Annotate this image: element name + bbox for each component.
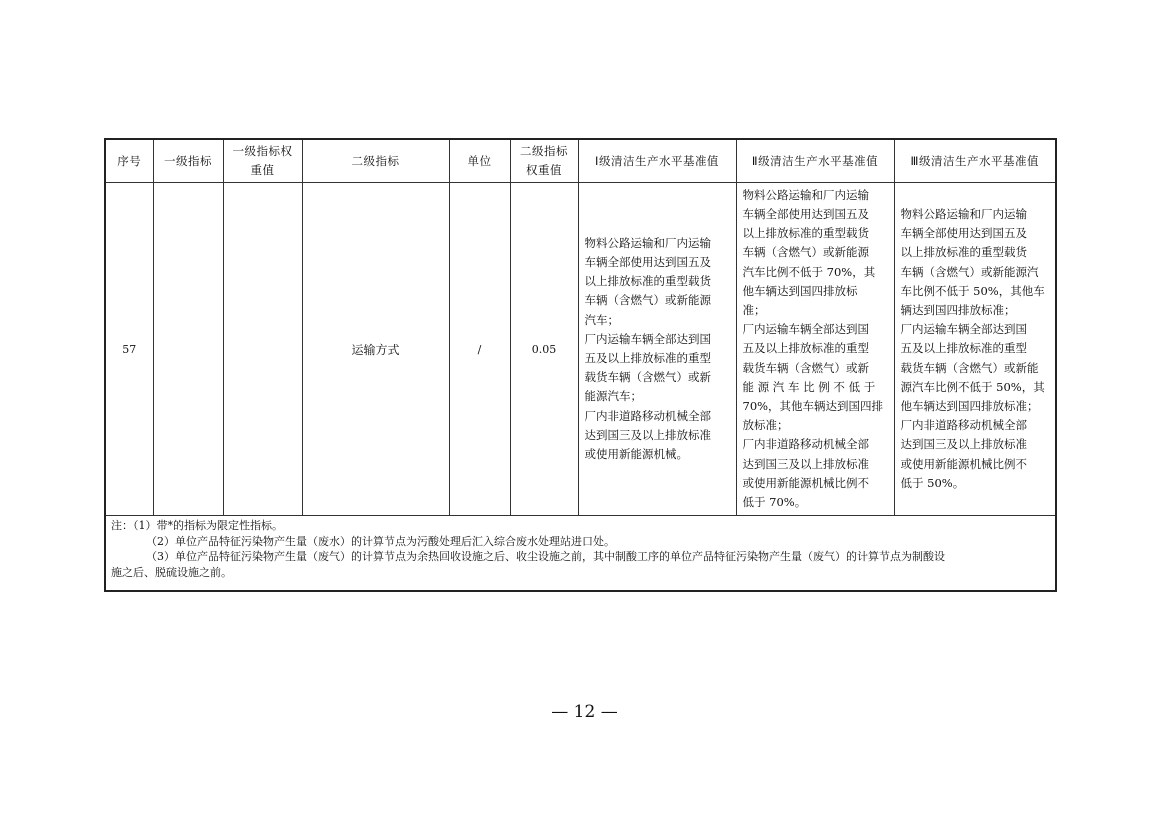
criteria-line: 厂内运输车辆全部达到国 — [900, 322, 1027, 337]
criteria-line: 厂内非道路移动机械全部 — [900, 418, 1027, 433]
criteria-line: 能 源 汽 车 比 例 不 低 于 — [742, 379, 876, 394]
criteria-line: 达到国三及以上排放标准 — [900, 437, 1027, 452]
note-line: 施之后、脱硫设施之前。 — [111, 565, 232, 579]
page-number: — 12 — — [551, 702, 618, 722]
grade3-criteria — [894, 183, 1056, 516]
criteria-line: 以上排放标准的重型载货 — [900, 245, 1027, 260]
header-level2-weight: 二级指标 权重值 — [510, 139, 578, 183]
criteria-line: 五及以上排放标准的重型 — [900, 341, 1027, 356]
header-level1-weight: 一级指标权 重值 — [223, 139, 302, 183]
notes — [105, 516, 1056, 592]
row-level2-weight: 0.05 — [510, 183, 578, 516]
criteria-line: 车辆（含燃气）或新能源 — [584, 293, 711, 308]
criteria-line: 车辆全部使用达到国五及 — [900, 226, 1027, 241]
criteria-line: 或使用新能源机械。 — [584, 447, 688, 462]
criteria-line: 载货车辆（含燃气）或新 — [584, 370, 711, 385]
row-unit: / — [449, 183, 510, 516]
standards-table — [104, 138, 1057, 592]
criteria-line: 达到国三及以上排放标准 — [742, 456, 869, 471]
criteria-line: 以上排放标准的重型载货 — [742, 226, 869, 241]
criteria-line: 低于 70%。 — [742, 495, 807, 510]
criteria-line: 厂内非道路移动机械全部 — [742, 437, 869, 452]
header-unit: 单位 — [449, 139, 510, 183]
criteria-line: 汽车； — [584, 312, 619, 327]
criteria-line: 厂内运输车辆全部达到国 — [584, 331, 711, 346]
criteria-line: 他车辆达到国四排放标 — [742, 283, 858, 298]
header-seq: 序号 — [105, 139, 153, 183]
header-row — [105, 139, 1056, 183]
criteria-line: 低于 50%。 — [900, 475, 965, 490]
criteria-line: 达到国三及以上排放标准 — [584, 427, 711, 442]
header-level1: 一级指标 — [153, 139, 223, 183]
criteria-line: 或使用新能源机械比例不 — [742, 475, 869, 490]
criteria-line: 厂内运输车辆全部达到国 — [742, 322, 869, 337]
criteria-line: 以上排放标准的重型载货 — [584, 274, 711, 289]
criteria-line: 五及以上排放标准的重型 — [584, 351, 711, 365]
grade2-criteria — [736, 183, 894, 516]
criteria-line: 汽车比例不低于 70%，其 — [742, 264, 876, 279]
criteria-line: 辆达到国四排放标准； — [900, 302, 1016, 317]
row-level2: 运输方式 — [302, 183, 449, 516]
criteria-line: 或使用新能源机械比例不 — [900, 456, 1027, 471]
header-grade3: Ⅲ级清洁生产水平基准值 — [894, 139, 1056, 183]
criteria-line: 70%，其他车辆达到国四排 — [742, 399, 884, 413]
criteria-line: 物料公路运输和厂内运输 — [584, 235, 711, 250]
criteria-line: 能源汽车； — [584, 389, 642, 404]
note-line: （3）单位产品特征污染物产生量（废气）的计算节点为余热回收设施之后、收尘设施之前，其中制酸工序的单位产品特征污染物产生量（废气）的计算节点为制酸设 — [146, 550, 945, 563]
criteria-line: 载货车辆（含燃气）或新能 — [900, 360, 1039, 375]
row-level1 — [153, 183, 223, 516]
grade1-criteria — [578, 183, 736, 516]
criteria-line: 车辆（含燃气）或新能源汽 — [900, 264, 1039, 279]
criteria-line: 车辆（含燃气）或新能源 — [742, 245, 869, 260]
criteria-line: 放标准； — [742, 418, 789, 433]
criteria-line: 车辆全部使用达到国五及 — [742, 206, 869, 221]
row-level1-weight — [223, 183, 302, 516]
row-seq: 57 — [105, 183, 153, 516]
note-line: 注：（1）带*的指标为限定性指标。 — [111, 519, 283, 532]
criteria-line: 物料公路运输和厂内运输 — [742, 187, 869, 202]
criteria-line: 车比例不低于 50%，其他车 — [900, 283, 1045, 298]
criteria-line: 五及以上排放标准的重型 — [742, 341, 869, 356]
criteria-line: 车辆全部使用达到国五及 — [584, 254, 711, 269]
criteria-line: 物料公路运输和厂内运输 — [900, 206, 1027, 221]
table-row — [105, 183, 1056, 516]
criteria-line: 载货车辆（含燃气）或新 — [742, 360, 869, 375]
note-line: （2）单位产品特征污染物产生量（废水）的计算节点为污酸处理后汇入综合废水处理站进口处。 — [146, 534, 615, 548]
criteria-line: 源汽车比例不低于 50%，其 — [900, 379, 1045, 394]
criteria-line: 他车辆达到国四排放标准； — [900, 399, 1039, 413]
header-level2: 二级指标 — [302, 139, 449, 183]
criteria-line: 准； — [742, 302, 766, 317]
notes-row — [105, 516, 1056, 592]
criteria-line: 厂内非道路移动机械全部 — [584, 408, 711, 423]
header-grade1: Ⅰ级清洁生产水平基准值 — [578, 139, 736, 183]
header-grade2: Ⅱ级清洁生产水平基准值 — [736, 139, 894, 183]
